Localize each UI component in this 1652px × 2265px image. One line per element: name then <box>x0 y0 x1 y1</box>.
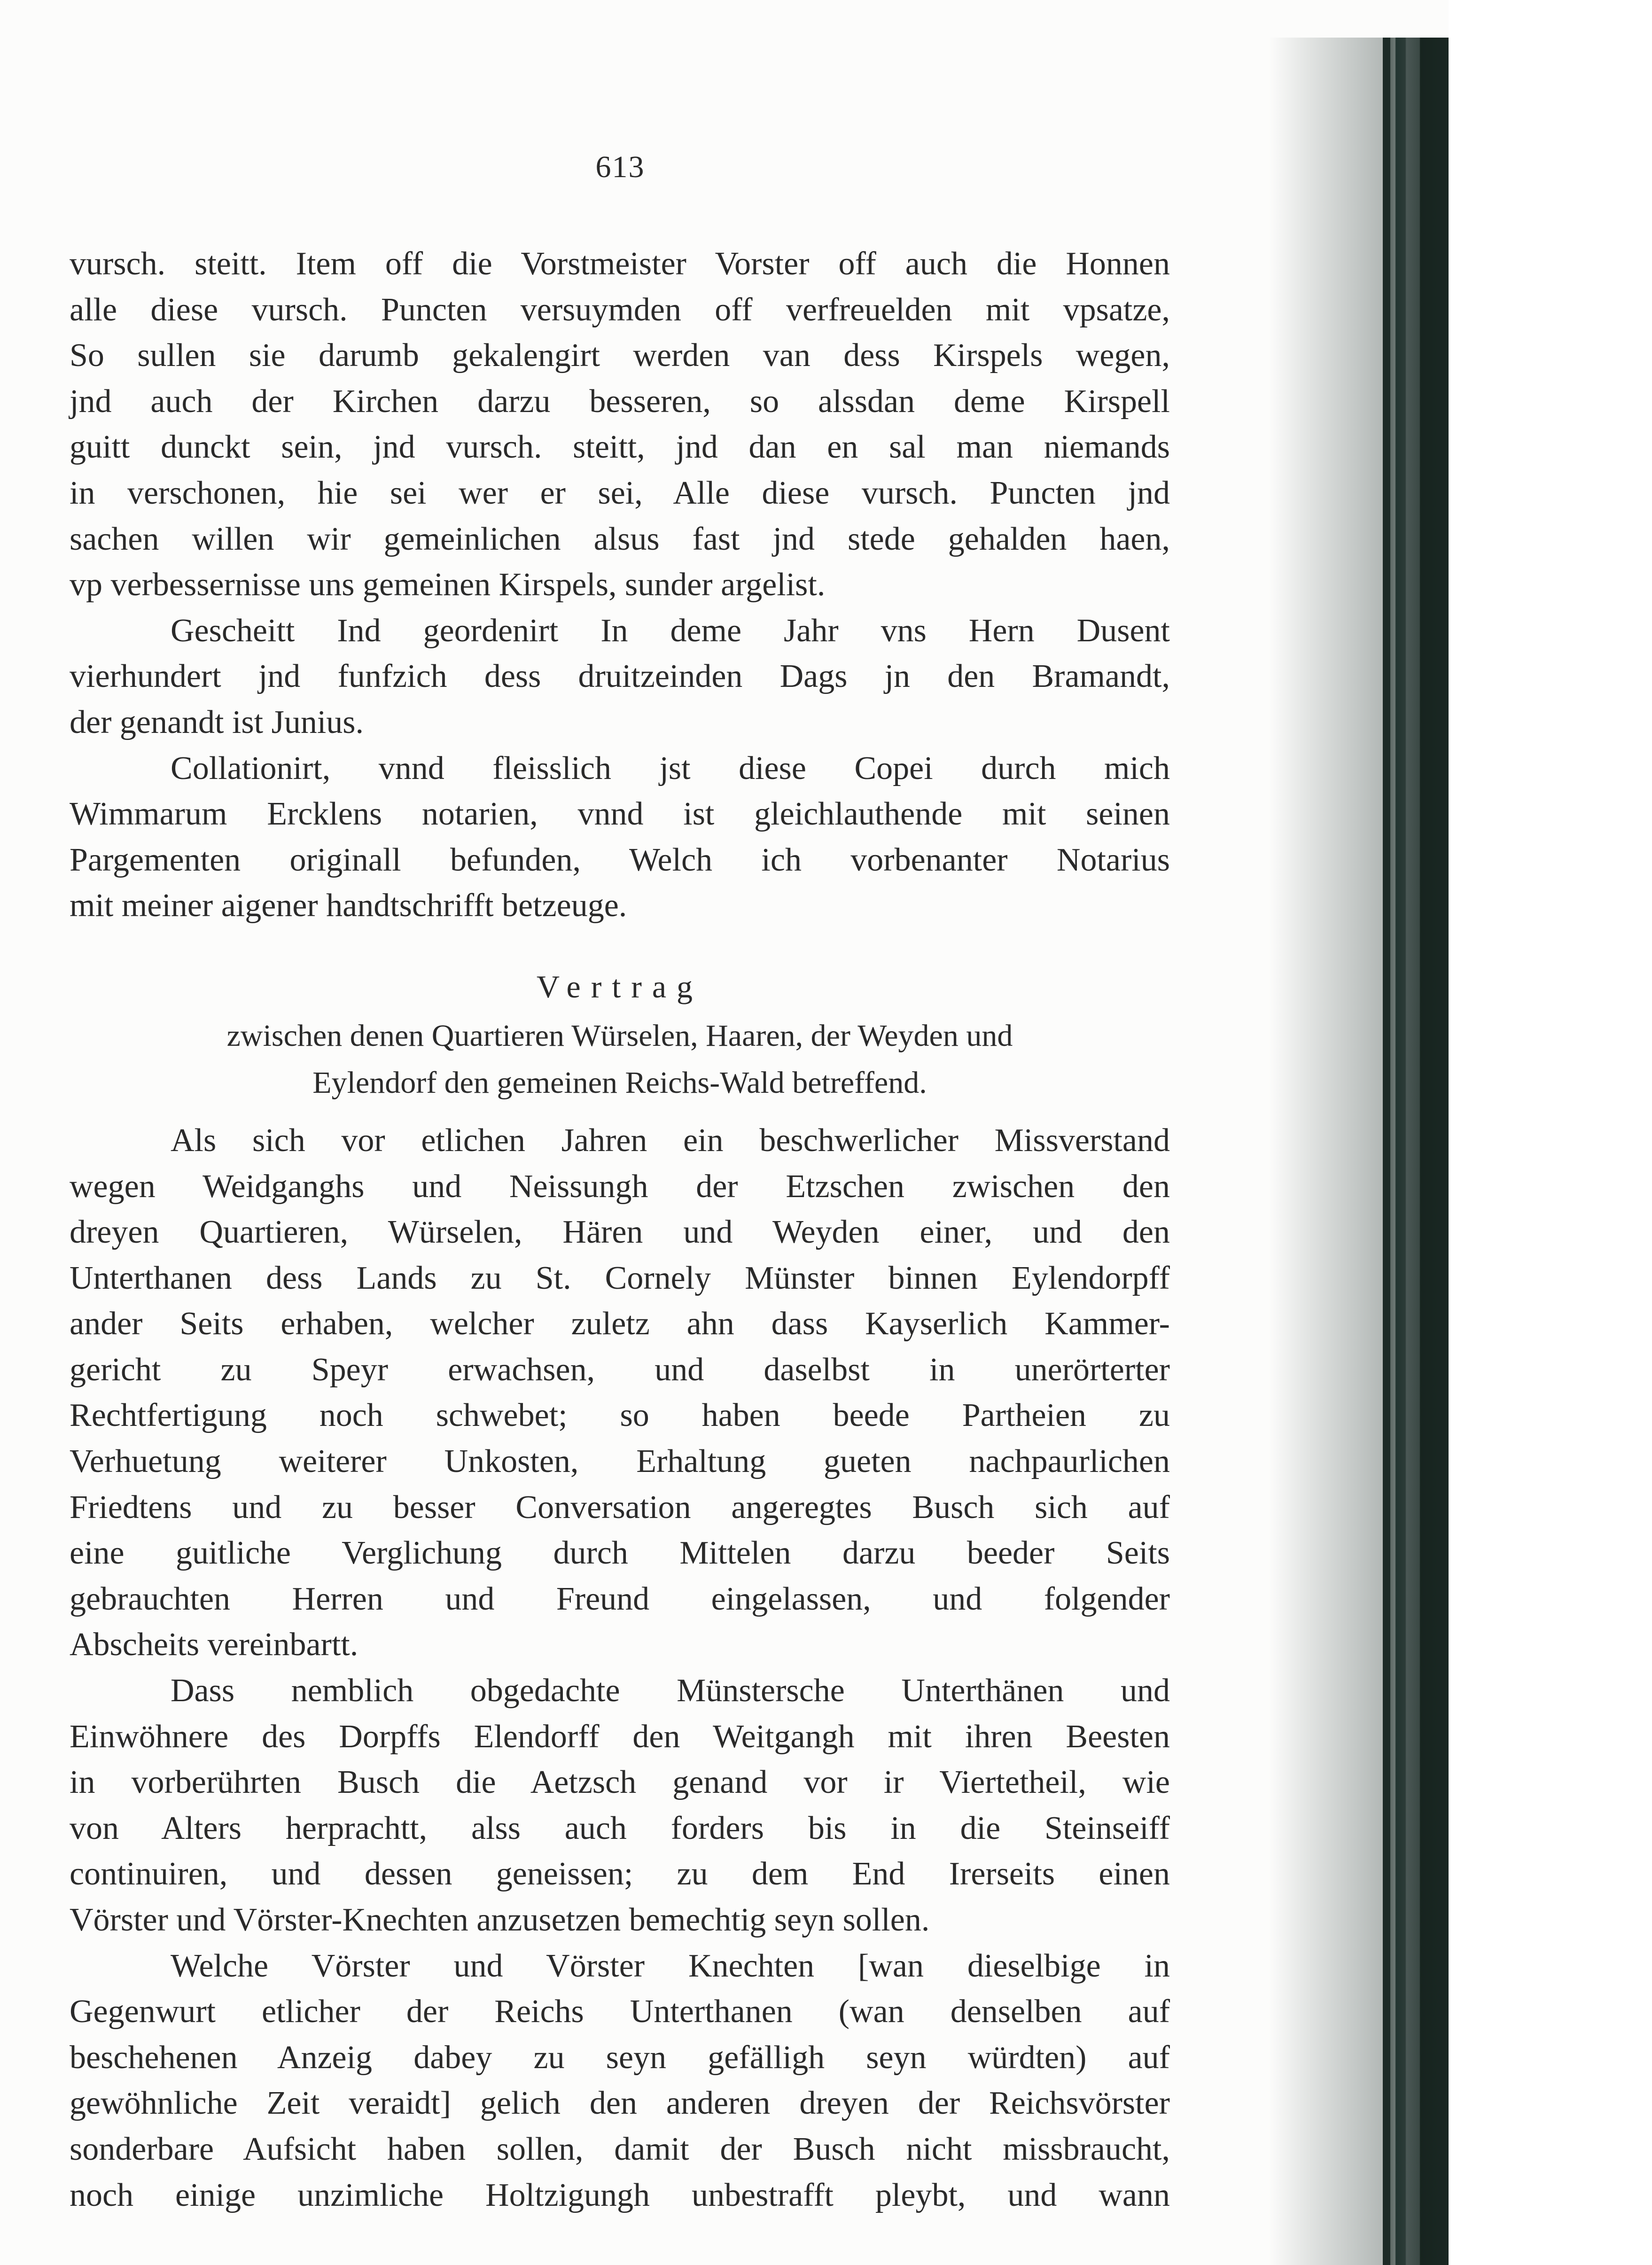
text-line: guitt dunckt sein, jnd vursch. steitt, jnd dan en sal man niemands <box>70 429 1170 466</box>
section-closing-document <box>70 241 1170 929</box>
text-line: Einwöhnere des Dorpffs Elendorff den Weitgangh mit ihren Beesten <box>70 1718 1170 1755</box>
text-line: jnd auch der Kirchen darzu besseren, so alssdan deme Kirspell <box>70 383 1170 420</box>
text-line: Friedtens und zu besser Conversation angeregtes Busch sich auf <box>70 1489 1170 1526</box>
text-line: Collationirt, vnnd fleisslich jst diese Copei durch mich <box>171 750 1170 786</box>
page-text <box>70 241 1170 2218</box>
text-line: Dass nemblich obgedachte Münstersche Unterthänen und <box>171 1673 1170 1709</box>
book-binding <box>1383 38 1449 2265</box>
text-line: Vörster und Vörster-Knechten anzusetzen bemechtig seyn sollen. <box>70 1902 930 1938</box>
text-line: ander Seits erhaben, welcher zuletz ahn dass Kayserlich Kammer- <box>70 1306 1170 1342</box>
page-gutter-shadow <box>1269 38 1384 2265</box>
text-line: noch einige unzimliche Holtzigungh unbestrafft pleybt, und wann <box>70 2177 1170 2213</box>
paragraph <box>70 241 1170 608</box>
paragraph <box>70 608 1170 746</box>
text-line: in verschonen, hie sei wer er sei, Alle diese vursch. Puncten jnd <box>70 475 1170 511</box>
text-line: Als sich vor etlichen Jahren ein beschwerlicher Missverstand <box>171 1122 1170 1159</box>
heading-subtitle-line: Eylendorf den gemeinen Reichs-Wald betreffend. <box>312 1065 927 1100</box>
text-line: beschehenen Anzeig dabey zu seyn gefälligh seyn würdten) auf <box>70 2039 1170 2076</box>
paragraph <box>70 1668 1170 1943</box>
text-line: alle diese vursch. Puncten versuymden off verfreuelden mit vpsatze, <box>70 291 1170 328</box>
paragraph <box>70 746 1170 929</box>
text-line: Gescheitt Ind geordenirt In deme Jahr vns Hern Dusent <box>171 612 1170 649</box>
text-line: vursch. steitt. Item off die Vorstmeister Vorster off auch die Honnen <box>70 246 1170 282</box>
paragraph <box>70 1943 1170 2218</box>
text-line: gebrauchten Herren und Freund eingelassen, und folgender <box>70 1580 1170 1617</box>
paragraph <box>70 1118 1170 1668</box>
text-line: continuiren, und dessen geneissen; zu dem End Irerseits einen <box>70 1856 1170 1892</box>
scan-margin <box>1449 0 1652 2265</box>
text-line: Pargementen originall befunden, Welch ich vorbenanter Notarius <box>70 841 1170 878</box>
text-line: gewöhnliche Zeit veraidt] gelich den anderen dreyen der Reichsvörster <box>70 2085 1170 2122</box>
heading-title: Vertrag <box>536 968 703 1004</box>
text-line: in vorberührten Busch die Aetzsch genand vor ir Viertetheil, wie <box>70 1764 1170 1801</box>
text-line: dreyen Quartieren, Würselen, Hären und Weyden einer, und den <box>70 1214 1170 1251</box>
text-line: Rechtfertigung noch schwebet; so haben beede Partheien zu <box>70 1397 1170 1434</box>
text-line: wegen Weidganghs und Neissungh der Etzschen zwischen den <box>70 1168 1170 1205</box>
section-heading <box>70 961 1170 1106</box>
text-line: mit meiner aigener handtschrifft betzeuge. <box>70 887 627 924</box>
text-line: sonderbare Aufsicht haben sollen, damit der Busch nicht missbraucht, <box>70 2131 1170 2167</box>
text-line: vp verbessernisse uns gemeinen Kirspels, sunder argelist. <box>70 567 826 603</box>
text-line: Gegenwurt etlicher der Reichs Unterthanen (wan denselben auf <box>70 1993 1170 2030</box>
text-line: eine guitliche Verglichung durch Mittelen darzu beeder Seits <box>70 1535 1170 1572</box>
page-number: 613 <box>595 150 645 184</box>
section-vertrag-body <box>70 1118 1170 2218</box>
text-line: von Alters herprachtt, alss auch forders bis in die Steinseiff <box>70 1810 1170 1846</box>
text-line: vierhundert jnd funfzich dess druitzeinden Dags jn den Bramandt, <box>70 658 1170 695</box>
text-line: Verhuetung weiterer Unkosten, Erhaltung gueten nachpaurlichen <box>70 1443 1170 1480</box>
text-line: Wimmarum Ercklens notarien, vnnd ist gleichlauthende mit seinen <box>70 796 1170 833</box>
text-line: So sullen sie darumb gekalengirt werden van dess Kirspels wegen, <box>70 337 1170 374</box>
text-line: Welche Vörster und Vörster Knechten [wan dieselbige in <box>171 1947 1170 1984</box>
text-line: sachen willen wir gemeinlichen alsus fast jnd stede gehalden haen, <box>70 521 1170 557</box>
text-line: Abscheits vereinbartt. <box>70 1627 358 1663</box>
text-line: gericht zu Speyr erwachsen, und daselbst in unerörterter <box>70 1351 1170 1388</box>
text-line: der genandt ist Junius. <box>70 704 364 740</box>
heading-subtitle-line: zwischen denen Quartieren Würselen, Haaren, der Weyden und <box>226 1018 1013 1053</box>
text-line: Unterthanen dess Lands zu St. Cornely Münster binnen Eylendorpff <box>70 1260 1170 1296</box>
